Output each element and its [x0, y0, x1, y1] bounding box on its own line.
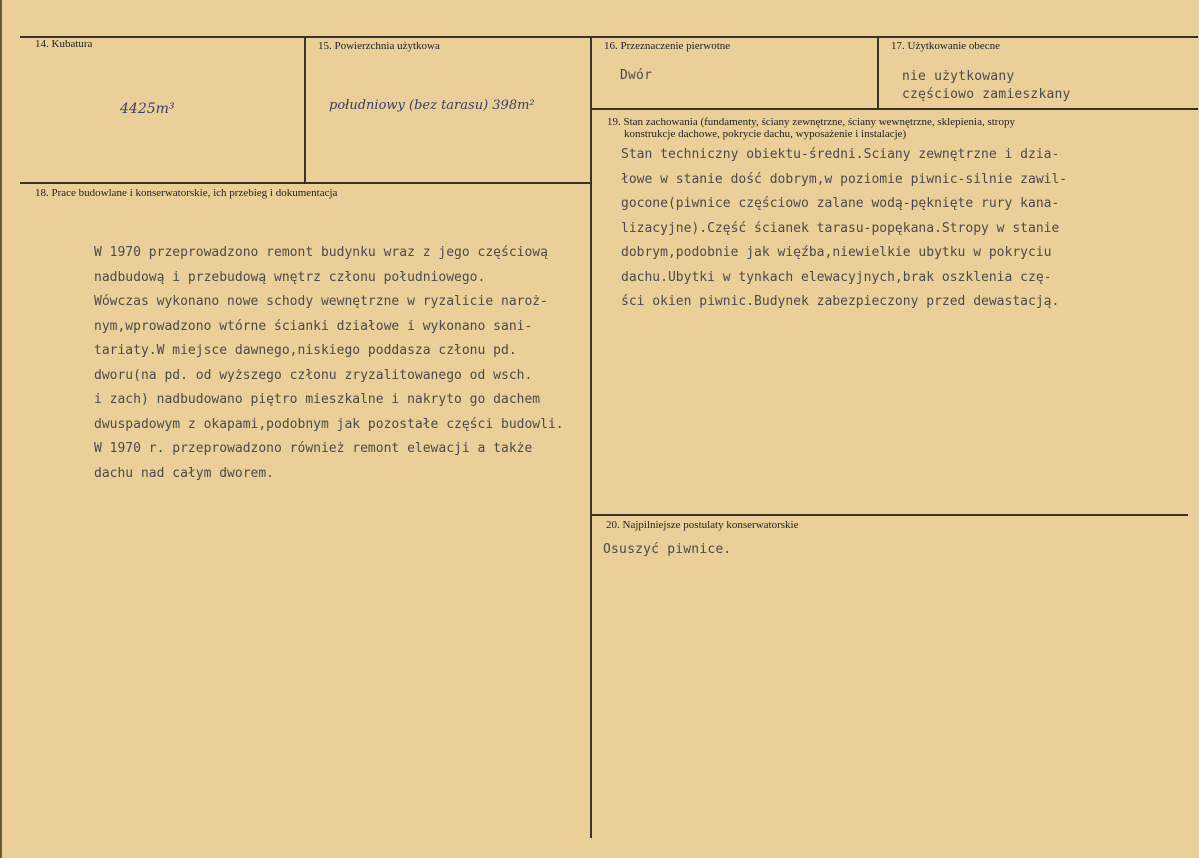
- field-19-line: gocone(piwnice częściowo zalane wodą-pęknięte rury kana-: [621, 196, 1060, 211]
- field-15-label: 15. Powierzchnia użytkowa: [318, 40, 440, 52]
- rule-above-18: [20, 182, 591, 184]
- field-18-line: W 1970 r. przeprowadzono również remont elewacji a także: [94, 441, 533, 456]
- field-18-line: nadbudową i przebudową wnętrz członu południowego.: [94, 269, 486, 285]
- field-18-line: tariaty.W miejsce dawnego,niskiego poddasza członu pd.: [94, 343, 517, 358]
- field-19-label-cont: konstrukcje dachowe, pokrycie dachu, wyposażenie i instalacje): [624, 128, 907, 140]
- field-17-line-1: nie użytkowany: [902, 69, 1015, 84]
- field-19-line: Stan techniczny obiektu-średni.Sciany zewnętrzne i dzia-: [621, 147, 1060, 162]
- field-16-value: Dwór: [620, 68, 653, 83]
- rule-above-19: [592, 108, 1198, 110]
- field-16-label: 16. Przeznaczenie pierwotne: [604, 40, 731, 52]
- field-19-line: dachu.Ubytki w tynkach elewacyjnych,brak oszklenia czę-: [621, 269, 1052, 285]
- top-rule: [20, 36, 1198, 38]
- divider-16-17: [877, 36, 879, 109]
- field-19-line: dobrym,podobnie jak więźba,niewielkie ubytku w pokryciu: [621, 245, 1052, 260]
- field-15-value: południowy (bez tarasu) 398m²: [329, 98, 535, 113]
- field-19-line: łowe w stanie dość dobrym,w poziomie piwnic-silnie zawil-: [621, 171, 1068, 187]
- field-19-line: ści okien piwnic.Budynek zabezpieczony przed dewastacją.: [621, 294, 1060, 309]
- rule-above-20: [592, 514, 1188, 516]
- field-18-line: Wówczas wykonano nowe schody wewnętrzne w ryzalicie naroż-: [94, 294, 548, 309]
- field-18-line: nym,wprowadzono wtórne ścianki działowe i wykonano sani-: [94, 318, 533, 334]
- divider-14-15: [304, 36, 306, 182]
- field-20-label: 20. Najpilniejsze postulaty konserwatorskie: [606, 519, 799, 531]
- field-18-line: dachu nad całym dworem.: [94, 465, 275, 481]
- field-19-text: [621, 143, 1067, 315]
- field-19-line: lizacyjne).Część ścianek tarasu-popękana.Stropy w stanie: [621, 220, 1060, 236]
- field-19-label: 19. Stan zachowania (fundamenty, ściany zewnętrzne, ściany wewnętrzne, sklepienia, stropy: [607, 116, 1015, 128]
- field-18-line: W 1970 przeprowadzono remont budynku wraz z jego częściową: [94, 245, 548, 260]
- field-18-line: i zach) nadbudowano piętro mieszkalne i nakryto go dachem: [94, 392, 541, 407]
- field-18-label: 18. Prace budowlane i konserwatorskie, ich przebieg i dokumentacja: [35, 187, 338, 199]
- field-18-line: dwuspadowym z okapami,podobnym jak pozostałe części budowli.: [94, 416, 564, 432]
- field-14-value: 4425m³: [120, 101, 175, 117]
- field-20-value: Osuszyć piwnice.: [603, 542, 732, 557]
- field-18-line: dworu(na pd. od wyższego członu zryzalitowanego od wsch.: [94, 367, 533, 383]
- field-17-label: 17. Użytkowanie obecne: [891, 40, 1001, 52]
- field-18-text: [94, 241, 564, 486]
- field-17-line-2: częściowo zamieszkany: [902, 87, 1071, 102]
- divider-main: [590, 36, 592, 838]
- field-14-label: 14. Kubatura: [35, 38, 93, 50]
